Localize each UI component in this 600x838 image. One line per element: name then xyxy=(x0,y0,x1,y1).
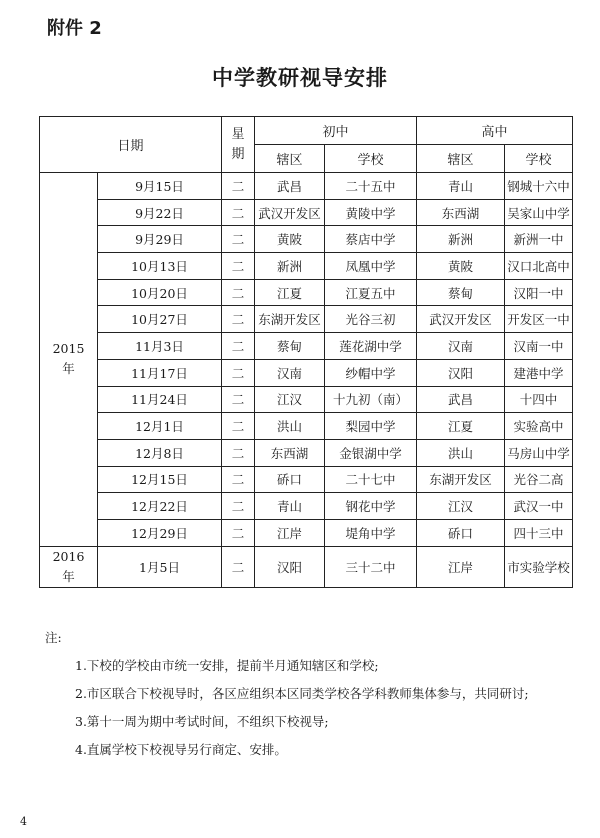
table-row xyxy=(40,439,573,466)
attachment-label: 附件 2 xyxy=(47,18,102,39)
weekday-cell: 二 xyxy=(222,546,255,587)
header-weekday-text: 星期 xyxy=(231,126,245,162)
senior-school-cell: 市实验学校 xyxy=(505,546,573,587)
senior-school-cell: 钢城十六中 xyxy=(505,173,573,200)
junior-school-cell: 江夏五中 xyxy=(325,279,417,306)
senior-district-cell: 汉南 xyxy=(417,333,505,360)
junior-district-cell: 新洲 xyxy=(255,253,325,280)
senior-district-cell: 青山 xyxy=(417,173,505,200)
header-junior-district: 辖区 xyxy=(255,145,325,173)
junior-district-cell: 硚口 xyxy=(255,466,325,493)
date-cell: 12月8日 xyxy=(98,439,222,466)
weekday-cell: 二 xyxy=(222,173,255,200)
senior-school-cell: 建港中学 xyxy=(505,359,573,386)
senior-district-cell: 江夏 xyxy=(417,413,505,440)
junior-district-cell: 武汉开发区 xyxy=(255,199,325,226)
date-cell: 12月22日 xyxy=(98,493,222,520)
date-cell: 9月15日 xyxy=(98,173,222,200)
table-row xyxy=(40,226,573,253)
weekday-cell: 二 xyxy=(222,519,255,546)
date-cell: 11月3日 xyxy=(98,333,222,360)
junior-district-cell: 东湖开发区 xyxy=(255,306,325,333)
header-senior: 高中 xyxy=(417,117,573,145)
note-item: 1.下校的学校由市统一安排，提前半月通知辖区和学校; xyxy=(75,658,379,673)
table-row xyxy=(40,519,573,546)
senior-district-cell: 汉阳 xyxy=(417,359,505,386)
junior-school-cell: 光谷三初 xyxy=(325,306,417,333)
junior-district-cell: 江汉 xyxy=(255,386,325,413)
date-cell: 1月5日 xyxy=(98,546,222,587)
header-junior-school: 学校 xyxy=(325,145,417,173)
header-junior: 初中 xyxy=(255,117,417,145)
weekday-cell: 二 xyxy=(222,359,255,386)
header-weekday xyxy=(222,117,255,173)
table-row xyxy=(40,279,573,306)
senior-school-cell: 四十三中 xyxy=(505,519,573,546)
note-item: 2.市区联合下校视导时，各区应组织本区同类学校各学科教师集体参与，共同研讨; xyxy=(75,686,529,701)
senior-school-cell: 十四中 xyxy=(505,386,573,413)
table-row xyxy=(40,386,573,413)
senior-district-cell: 东湖开发区 xyxy=(417,466,505,493)
table-row xyxy=(40,493,573,520)
date-cell: 11月17日 xyxy=(98,359,222,386)
schedule-table xyxy=(39,116,573,588)
senior-district-cell: 江岸 xyxy=(417,546,505,587)
junior-school-cell: 黄陵中学 xyxy=(325,199,417,226)
header-senior-district: 辖区 xyxy=(417,145,505,173)
junior-school-cell: 二十七中 xyxy=(325,466,417,493)
senior-school-cell: 吴家山中学 xyxy=(505,199,573,226)
senior-district-cell: 东西湖 xyxy=(417,199,505,226)
junior-district-cell: 东西湖 xyxy=(255,439,325,466)
senior-school-cell: 光谷二高 xyxy=(505,466,573,493)
weekday-cell: 二 xyxy=(222,386,255,413)
weekday-cell: 二 xyxy=(222,253,255,280)
table-row xyxy=(40,413,573,440)
junior-district-cell: 青山 xyxy=(255,493,325,520)
page-title: 中学教研视导安排 xyxy=(212,66,388,90)
weekday-cell: 二 xyxy=(222,333,255,360)
junior-school-cell: 钢花中学 xyxy=(325,493,417,520)
header-date: 日期 xyxy=(40,117,222,173)
senior-district-cell: 武昌 xyxy=(417,386,505,413)
weekday-cell: 二 xyxy=(222,226,255,253)
table-row xyxy=(40,359,573,386)
junior-district-cell: 江夏 xyxy=(255,279,325,306)
senior-school-cell: 汉阳一中 xyxy=(505,279,573,306)
date-cell: 10月20日 xyxy=(98,279,222,306)
table-row xyxy=(40,199,573,226)
junior-school-cell: 三十二中 xyxy=(325,546,417,587)
date-cell: 10月13日 xyxy=(98,253,222,280)
table-row xyxy=(40,466,573,493)
junior-district-cell: 洪山 xyxy=(255,413,325,440)
senior-school-cell: 武汉一中 xyxy=(505,493,573,520)
junior-school-cell: 莲花湖中学 xyxy=(325,333,417,360)
senior-district-cell: 洪山 xyxy=(417,439,505,466)
senior-school-cell: 马房山中学 xyxy=(505,439,573,466)
table-row xyxy=(40,546,573,587)
weekday-cell: 二 xyxy=(222,199,255,226)
senior-school-cell: 实验高中 xyxy=(505,413,573,440)
senior-district-cell: 黄陂 xyxy=(417,253,505,280)
table-row xyxy=(40,333,573,360)
junior-school-cell: 二十五中 xyxy=(325,173,417,200)
weekday-cell: 二 xyxy=(222,493,255,520)
weekday-cell: 二 xyxy=(222,279,255,306)
date-cell: 9月29日 xyxy=(98,226,222,253)
page-number: 4 xyxy=(20,815,27,828)
senior-district-cell: 新洲 xyxy=(417,226,505,253)
date-cell: 12月15日 xyxy=(98,466,222,493)
date-cell: 12月1日 xyxy=(98,413,222,440)
header-senior-school: 学校 xyxy=(505,145,573,173)
senior-school-cell: 开发区一中 xyxy=(505,306,573,333)
junior-school-cell: 纱帽中学 xyxy=(325,359,417,386)
junior-school-cell: 十九初（南） xyxy=(325,386,417,413)
senior-district-cell: 武汉开发区 xyxy=(417,306,505,333)
junior-district-cell: 江岸 xyxy=(255,519,325,546)
junior-district-cell: 汉南 xyxy=(255,359,325,386)
junior-district-cell: 武昌 xyxy=(255,173,325,200)
junior-school-cell: 堤角中学 xyxy=(325,519,417,546)
senior-district-cell: 硚口 xyxy=(417,519,505,546)
table-row xyxy=(40,306,573,333)
junior-school-cell: 凤凰中学 xyxy=(325,253,417,280)
date-cell: 10月27日 xyxy=(98,306,222,333)
junior-school-cell: 金银湖中学 xyxy=(325,439,417,466)
weekday-cell: 二 xyxy=(222,439,255,466)
note-item: 3.第十一周为期中考试时间，不组织下校视导; xyxy=(75,714,329,729)
notes xyxy=(45,628,565,768)
senior-district-cell: 蔡甸 xyxy=(417,279,505,306)
weekday-cell: 二 xyxy=(222,306,255,333)
senior-district-cell: 江汉 xyxy=(417,493,505,520)
date-cell: 12月29日 xyxy=(98,519,222,546)
senior-school-cell: 汉南一中 xyxy=(505,333,573,360)
junior-school-cell: 蔡店中学 xyxy=(325,226,417,253)
year-cell: 2016 年 xyxy=(40,546,98,587)
weekday-cell: 二 xyxy=(222,466,255,493)
junior-district-cell: 蔡甸 xyxy=(255,333,325,360)
table-row xyxy=(40,173,573,200)
junior-district-cell: 汉阳 xyxy=(255,546,325,587)
table-row xyxy=(40,253,573,280)
date-cell: 11月24日 xyxy=(98,386,222,413)
notes-label: 注: xyxy=(45,630,62,645)
senior-school-cell: 新洲一中 xyxy=(505,226,573,253)
schedule-body xyxy=(40,173,573,588)
note-item: 4.直属学校下校视导另行商定、安排。 xyxy=(75,742,287,757)
junior-district-cell: 黄陂 xyxy=(255,226,325,253)
date-cell: 9月22日 xyxy=(98,199,222,226)
senior-school-cell: 汉口北高中 xyxy=(505,253,573,280)
weekday-cell: 二 xyxy=(222,413,255,440)
junior-school-cell: 梨园中学 xyxy=(325,413,417,440)
year-cell: 2015 年 xyxy=(40,173,98,547)
